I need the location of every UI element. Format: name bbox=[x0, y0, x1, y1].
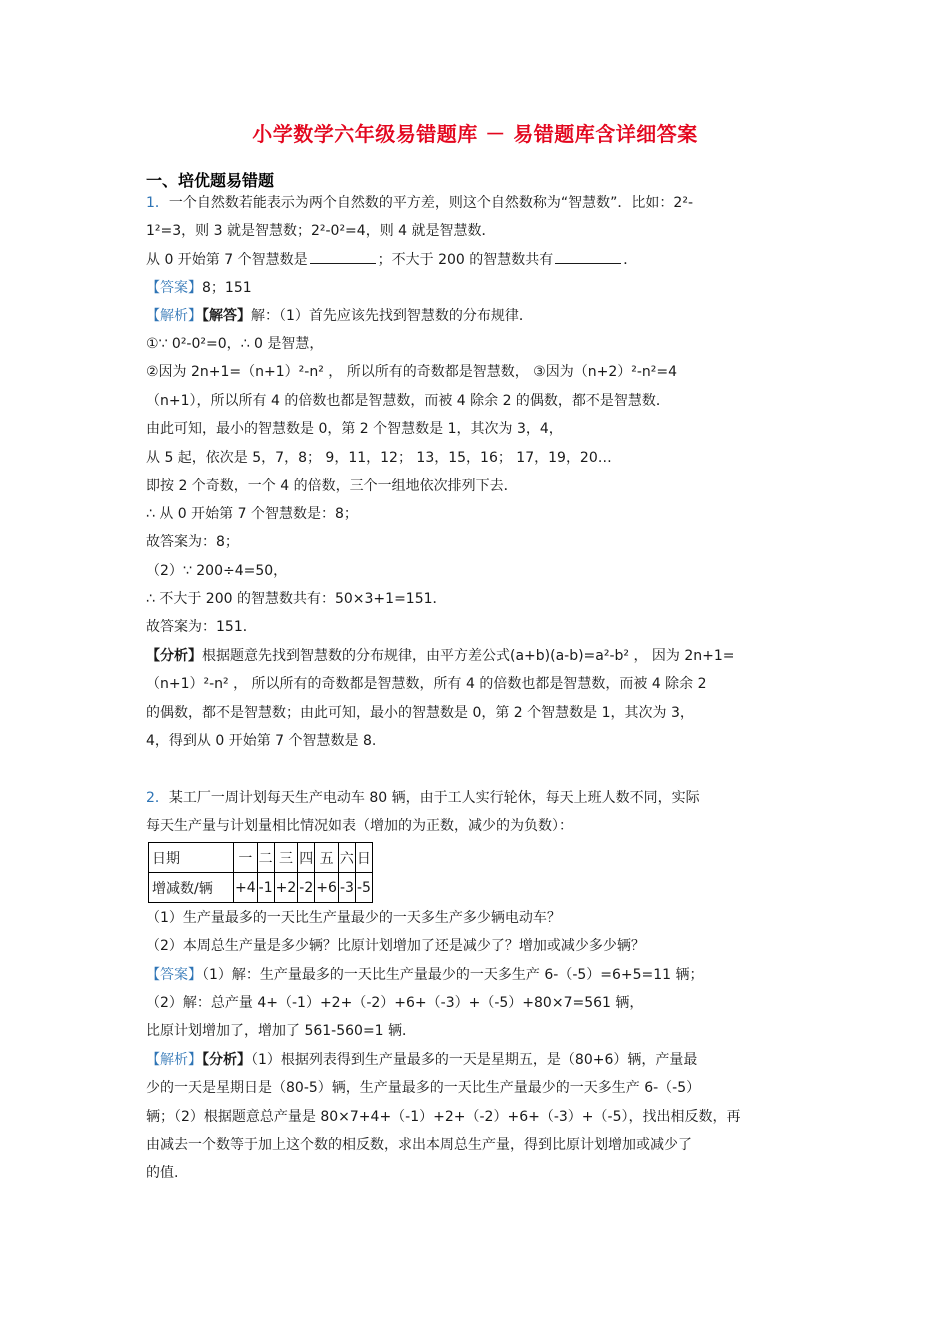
q1-text-3b: ；不大于 200 的智慧数共有 bbox=[377, 252, 554, 268]
q2-answer-line bbox=[146, 965, 808, 985]
page-title: 小学数学六年级易错题库 － 易错题库含详细答案 bbox=[252, 122, 698, 146]
q1-text-1: 一个自然数若能表示为两个自然数的平方差，则这个自然数称为“智慧数”．比如：2²- bbox=[168, 195, 693, 211]
table-cell: +6 bbox=[315, 873, 339, 903]
q2-text-1: 某工厂一周计划每天生产电动车 80 辆，由于工人实行轮休，每天上班人数不同，实际 bbox=[168, 790, 700, 806]
q1-f3: 的偶数，都不是智慧数；由此可知，最小的智慧数是 0，第 2 个智慧数是 1，其次为 3， bbox=[146, 705, 694, 721]
table-header-cell: 日期 bbox=[149, 843, 234, 873]
q2-e2: 少的一天是星期日是（80-5）辆，生产量最多的一天比生产量最少的一天多生产 6-（-5） bbox=[146, 1080, 701, 1096]
q1-fenxi-line-1 bbox=[146, 646, 808, 666]
q2-line-1 bbox=[146, 788, 808, 808]
q1-s6: 从 5 起，依次是 5，7，8； 9，11，12； 13，15，16； 17，19，20… bbox=[146, 450, 612, 466]
q1-answer: 8；151 bbox=[202, 280, 252, 296]
q1-s1: 解：（1）首先应该先找到智慧数的分布规律． bbox=[251, 308, 533, 324]
q2-e4: 由减去一个数等于加上这个数的相反数，求出本周总生产量，得到比原计划增加或减少了 bbox=[146, 1137, 692, 1153]
table-header-cell: 增减数/辆 bbox=[149, 873, 234, 903]
q2-analysis-tag: 【解析】 bbox=[146, 1052, 202, 1068]
table-cell: -5 bbox=[355, 873, 372, 903]
q1-blank-1 bbox=[310, 249, 376, 264]
q2-number: 2． bbox=[146, 790, 169, 806]
q1-f1: 根据题意先找到智慧数的分布规律，由平方差公式(a+b)(a-b)=a²-b² ， 因为 2n+1= bbox=[202, 648, 735, 664]
table-cell: 四 bbox=[298, 843, 315, 873]
table-row bbox=[149, 843, 373, 873]
q1-s9: 故答案为：8； bbox=[146, 534, 239, 550]
q2-p1: （1）生产量最多的一天比生产量最少的一天多生产多少辆电动车？ bbox=[146, 910, 561, 926]
q2-explain-line-1 bbox=[146, 1050, 808, 1070]
q1-analysis-tag: 【解析】 bbox=[146, 308, 202, 324]
production-table bbox=[148, 842, 373, 903]
table-cell: 六 bbox=[338, 843, 355, 873]
table-cell: 五 bbox=[315, 843, 339, 873]
table-cell: +4 bbox=[234, 873, 258, 903]
q1-text-2: 1²=3，则 3 就是智慧数；2²-0²=4，则 4 就是智慧数． bbox=[146, 223, 496, 239]
q1-s5: 由此可知，最小的智慧数是 0，第 2 个智慧数是 1，其次为 3，4， bbox=[146, 421, 563, 437]
q1-s10: （2）∵ 200÷4=50， bbox=[146, 563, 288, 579]
q1-s7: 即按 2 个奇数，一个 4 的倍数，三个一组地依次排列下去． bbox=[146, 478, 518, 494]
table-row bbox=[149, 873, 373, 903]
q2-p2: （2）本周总生产量是多少辆？比原计划增加了还是减少了？增加或减少多少辆？ bbox=[146, 938, 645, 954]
q1-s4: （n+1），所以所有 4 的倍数也都是智慧数，而被 4 除余 2 的偶数，都不是智慧数． bbox=[146, 393, 670, 409]
table-cell: 一 bbox=[234, 843, 258, 873]
q1-solution-tag: 【解答】 bbox=[202, 308, 251, 324]
q1-s11: ∴ 不大于 200 的智慧数共有：50×3+1=151． bbox=[146, 591, 447, 607]
q1-fenxi-tag: 【分析】 bbox=[146, 648, 202, 664]
table-cell: -1 bbox=[257, 873, 274, 903]
q1-s2: ①∵ 0²-0²=0，∴ 0 是智慧， bbox=[146, 336, 324, 352]
q1-number: 1． bbox=[146, 195, 169, 211]
table-cell: 三 bbox=[274, 843, 298, 873]
q1-answer-line bbox=[146, 278, 808, 298]
q1-blank-2 bbox=[555, 249, 621, 264]
q2-a1: （1）解：生产量最多的一天比生产量最少的一天多生产 6-（-5）=6+5=11 辆； bbox=[202, 967, 704, 983]
table-cell: +2 bbox=[274, 873, 298, 903]
q1-f4: 4，得到从 0 开始第 7 个智慧数是 8. bbox=[146, 733, 377, 749]
q2-e3: 辆；（2）根据题意总产量是 80×7+4+（-1）+2+（-2）+6+（-3）+（-5），找出相反数，再 bbox=[146, 1109, 741, 1125]
q1-text-3a: 从 0 开始第 7 个智慧数是 bbox=[146, 252, 308, 268]
table-cell: -3 bbox=[338, 873, 355, 903]
q1-s8: ∴ 从 0 开始第 7 个智慧数是：8； bbox=[146, 506, 358, 522]
q1-solution-line-1 bbox=[146, 306, 808, 326]
q2-answer-tag: 【答案】 bbox=[146, 967, 202, 983]
q1-f2: （n+1）²-n² ， 所以所有的奇数都是智慧数，所有 4 的倍数也都是智慧数，而被 4 除余 2 bbox=[146, 676, 707, 692]
table-cell: 日 bbox=[355, 843, 372, 873]
q1-line-3 bbox=[146, 249, 808, 269]
q2-e1: （1）根据列表得到生产量最多的一天是星期五，是（80+6）辆，产量最 bbox=[251, 1052, 698, 1068]
q1-s3: ②因为 2n+1=（n+1）²-n² ， 所以所有的奇数都是智慧数， ③因为（n+2）²-n²=4 bbox=[146, 364, 678, 380]
q2-a2: （2）解：总产量 4+（-1）+2+（-2）+6+（-3）+（-5）+80×7=561 辆， bbox=[146, 995, 644, 1011]
q2-text-2: 每天生产量与计划量相比情况如表（增加的为正数，减少的为负数）： bbox=[146, 818, 573, 834]
q2-fenxi-tag: 【分析】 bbox=[202, 1052, 251, 1068]
table-cell: -2 bbox=[298, 873, 315, 903]
table-cell: 二 bbox=[257, 843, 274, 873]
q2-e5: 的值. bbox=[146, 1165, 179, 1181]
q1-s12: 故答案为：151． bbox=[146, 619, 257, 635]
q2-a3: 比原计划增加了，增加了 561-560=1 辆． bbox=[146, 1023, 417, 1039]
q1-line-1 bbox=[146, 193, 808, 213]
q1-text-3c: ． bbox=[623, 252, 638, 268]
q1-answer-tag: 【答案】 bbox=[146, 280, 202, 296]
section-heading: 一、培优题易错题 bbox=[146, 171, 275, 190]
